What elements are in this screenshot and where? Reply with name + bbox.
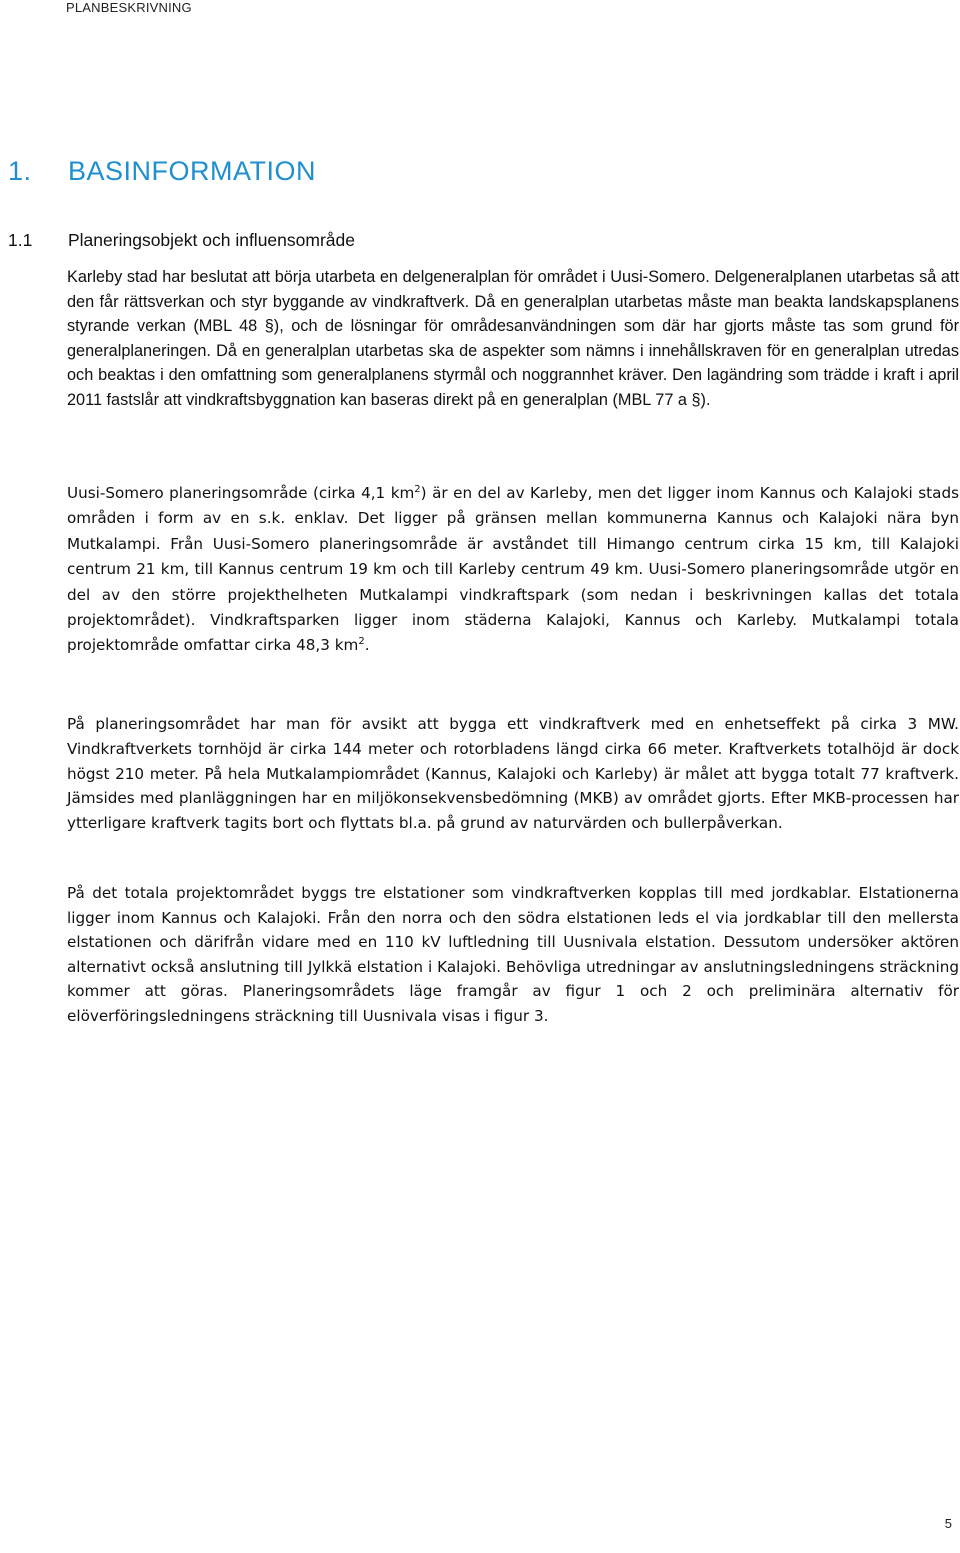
section-number: 1. (8, 156, 32, 186)
subsection-number: 1.1 (8, 230, 33, 250)
page-number: 5 (944, 1516, 952, 1531)
paragraph-planning-area-text-b: ) är en del av Karleby, men det ligger inom Kannus och Kalajoki stads områden i form av en s.k. enklav. Det ligger på gränsen mellan kommunerna Kannus och Kalajoki nära byn Mutkalampi. Från Uusi-Somero planeringsområde är avståndet till Himango centrum cirka 15 km, till Kalajoki centrum 21 km, till Kannus centrum 19 km och till Karleby centrum 49 km. Uusi-Somero planeringsområde utgör en del av den större projekthelheten Mutkalampi vindkraftspark (som nedan i beskrivningen kallas det totala projektområdet). Vindkraftsparken ligger inom städerna Kalajoki, Kannus och Karleby. Mutkalampi totala projektområde omfattar cirka 48,3 km (67, 484, 959, 655)
running-header: PLANBESKRIVNING (66, 0, 192, 15)
paragraph-wind-turbine: På planeringsområdet har man för avsikt att bygga ett vindkraftverk med en enhetseffekt på cirka 3 MW. Vindkraftverkets tornhöjd är cirka 144 meter och rotorbladens längd cirka 66 meter. Kraftverkets totalhöjd är dock högst 210 meter. På hela Mutkalampiområdet (Kannus, Kalajoki och Karleby) är målet att bygga totalt 77 kraftverk. Jämsides med planläggningen har en miljökonsekvensbedömning (MKB) av området gjorts. Efter MKB-processen har ytterligare kraftverk tagits bort och flyttats bl.a. på grund av naturvärden och bullerpåverkan. (67, 715, 959, 833)
subsection-heading (8, 230, 355, 251)
section-title: BASINFORMATION (68, 156, 317, 186)
paragraph-planning-decision: Karleby stad har beslutat att börja utarbeta en delgeneralplan för området i Uusi-Somero. Delgeneralplanen utarbetas så att den får rättsverkan och styr byggande av vindkraftverk. Då en generalplan utarbetas måste man beakta landskapsplanens styrande verkan (MBL 48 §), och de lösningar för områdesanvändningen som där har gjorts måste tas som grund för generalplaneringen. Då en generalplan utarbetas ska de aspekter som nämns i innehållskraven för en generalplan utredas och beaktas i den omfattning som generalplanens styrmål och noggrannhet kräver. Den lagändring som trädde i kraft i april 2011 fastslår att vindkraftsbyggnation kan baseras direkt på en generalplan (MBL 77 a §). (67, 268, 959, 409)
section-heading (8, 156, 316, 187)
paragraph-planning-area (67, 481, 959, 659)
superscript-2: 2 (414, 484, 421, 495)
paragraph-planning-area-text-a: Uusi-Somero planeringsområde (cirka 4,1 km (67, 484, 415, 502)
superscript-2-second: 2 (358, 636, 365, 648)
paragraph-planning-area-text-c: . (364, 636, 370, 655)
paragraph-electric-stations: På det totala projektområdet byggs tre elstationer som vindkraftverken kopplas till med jordkablar. Elstationerna ligger inom Kannus och Kalajoki. Från den norra och den södra elstationen leds el via jordkablar till den mellersta elstationen och därifrån vidare med en 110 kV luftledning till Uusnivala elstation. Dessutom undersöker aktören alternativt också anslutning till Jylkkä elstation i Kalajoki. Behövliga utredningar av anslutningsledningens sträckning kommer att göras. Planeringsområdets läge framgår av figur 1 och 2 och preliminära alternativ för elöverföringsledningens sträckning till Uusnivala visas i figur 3. (67, 884, 959, 1025)
subsection-title: Planeringsobjekt och influensområde (68, 230, 355, 250)
